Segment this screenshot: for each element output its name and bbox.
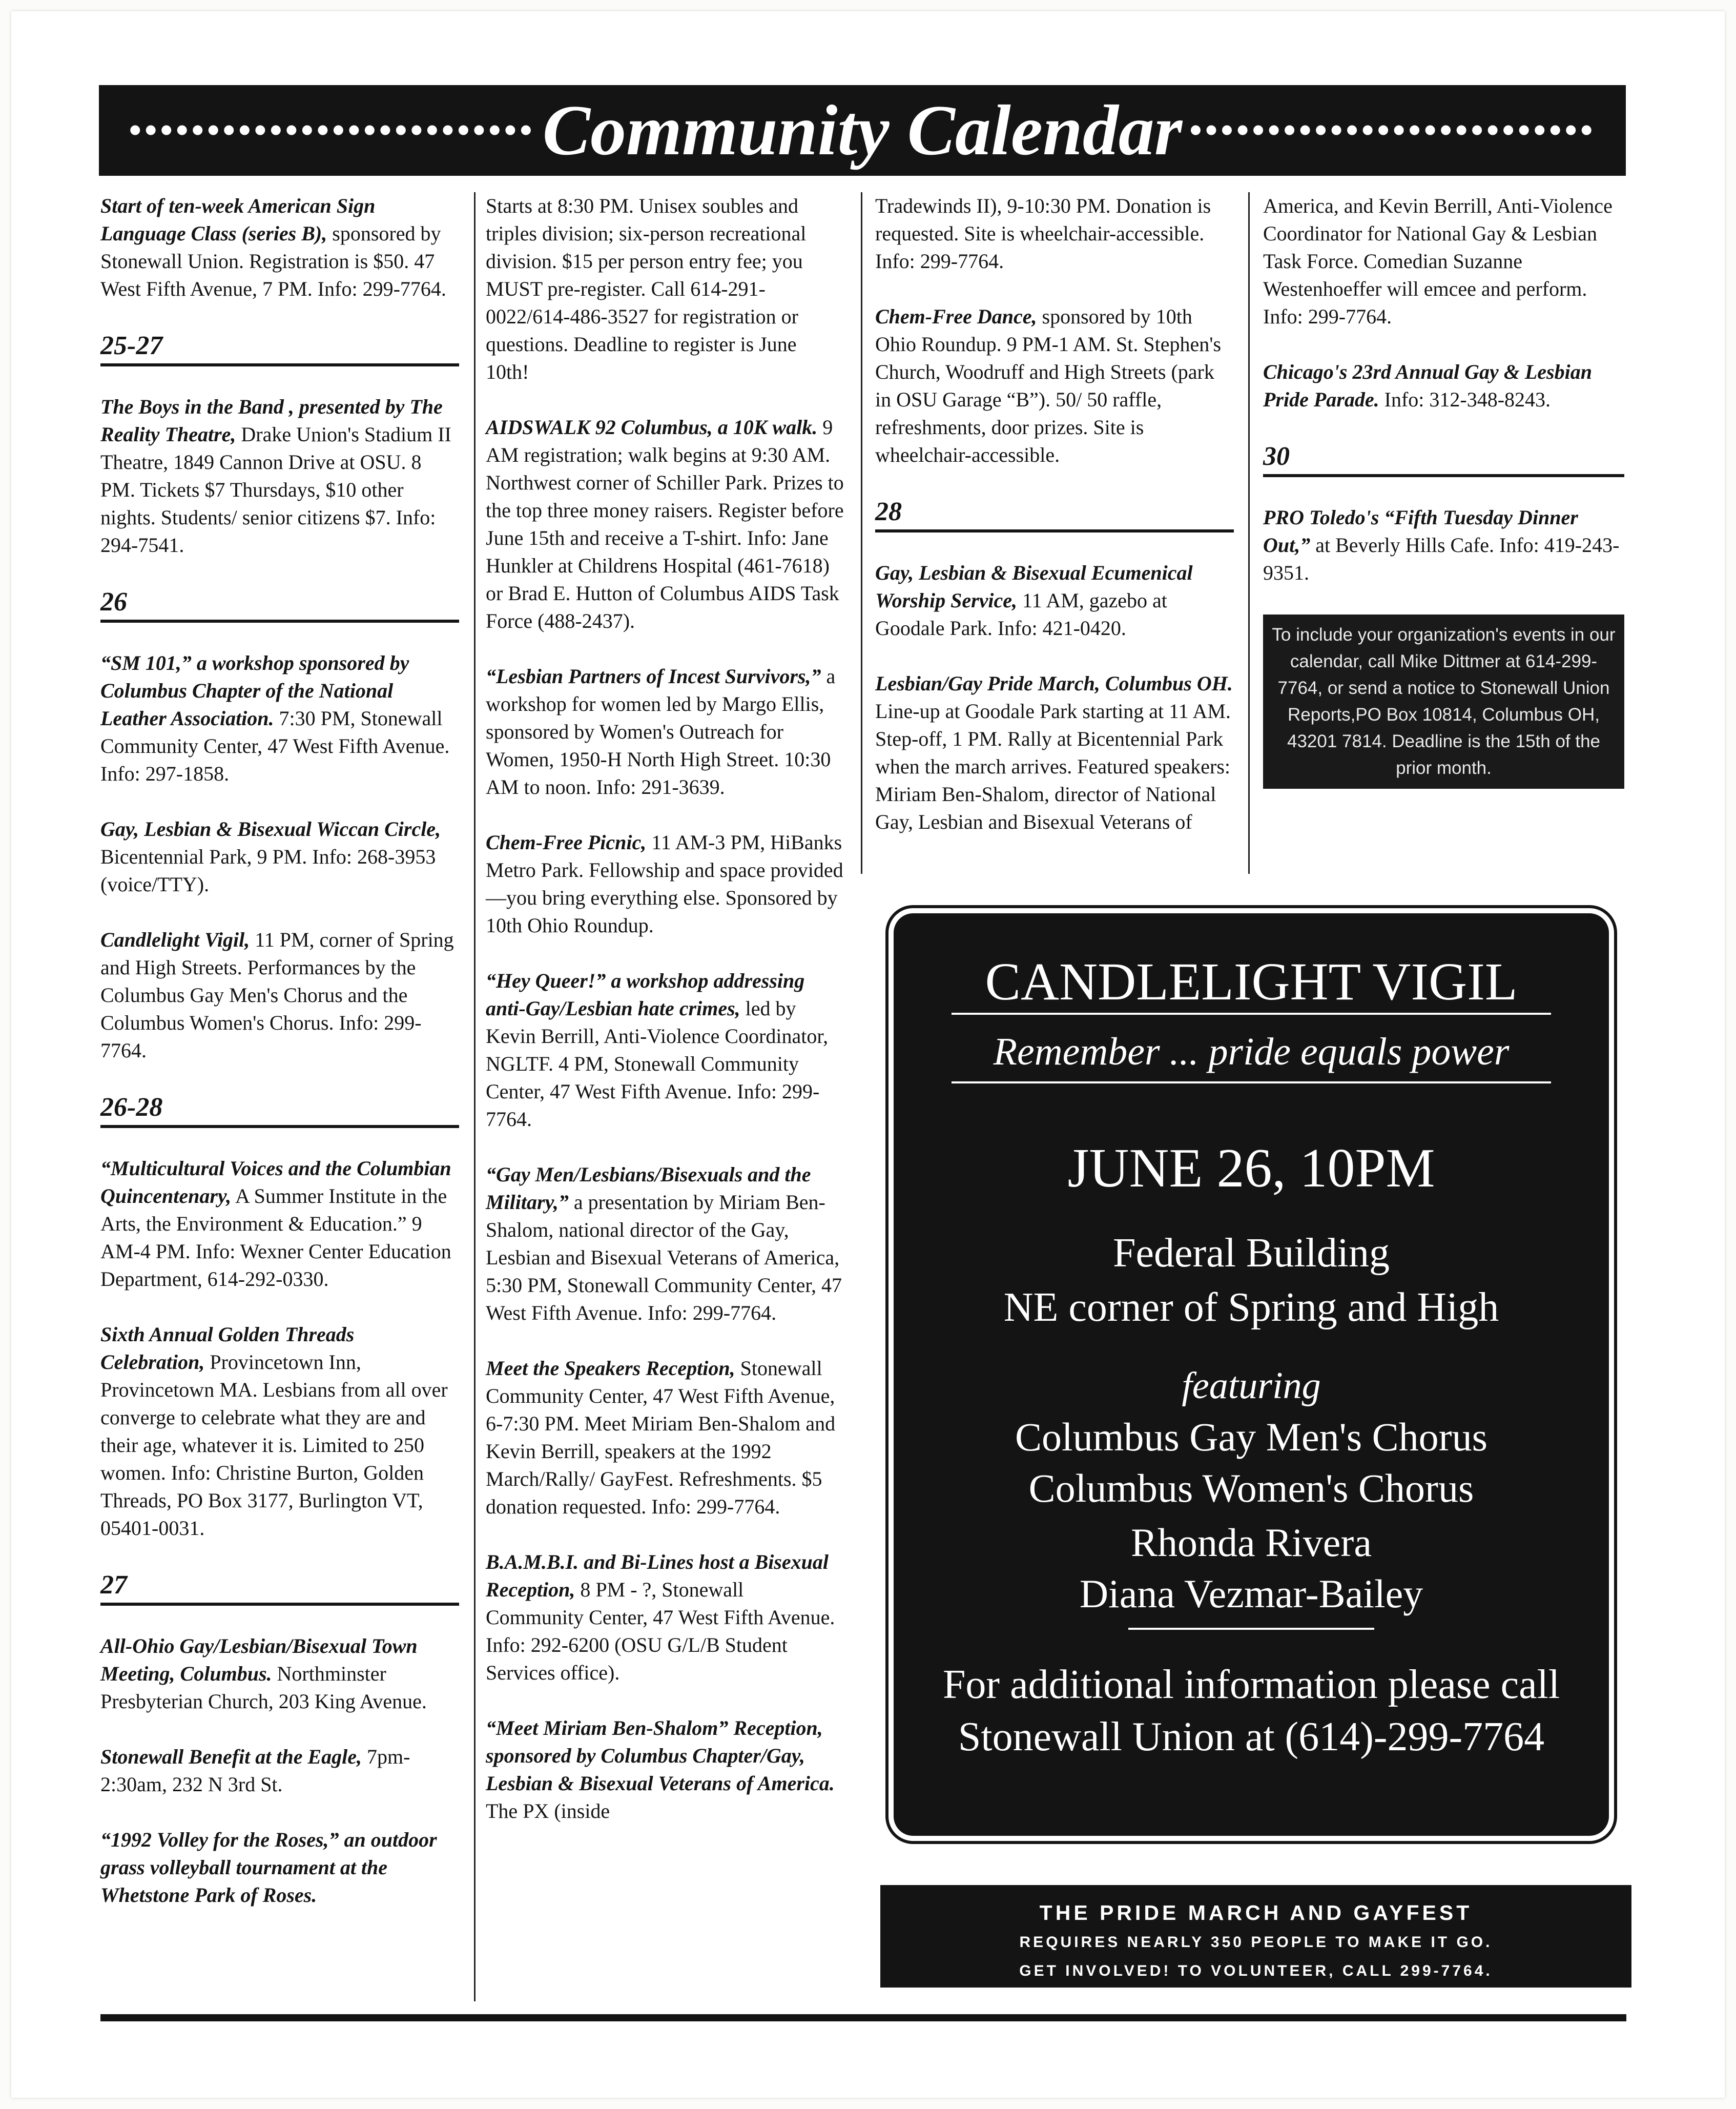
event-title: “Gay Men/Lesbians/Bisexuals and the Military,” [486, 1163, 811, 1214]
column-divider [474, 192, 476, 2001]
event-details: at Beverly Hills Cafe. Info: 419-243-9351. [1263, 534, 1620, 584]
event-details: 8 PM - ?, Stonewall Community Center, 47 West Fifth Avenue. Info: 292-6200 (OSU G/L/B Student Services office). [486, 1578, 835, 1684]
event-details: Bicentennial Park, 9 PM. Info: 268-3953 (voice/TTY). [100, 845, 436, 896]
date-heading: 26-28 [100, 1092, 459, 1128]
calendar-event [1263, 504, 1624, 587]
calendar-event [100, 1743, 459, 1798]
event-details: 11 AM-3 PM, HiBanks Metro Park. Fellowship and space provided—you bring everything else. Sponsored by 10th Ohio Roundup. [486, 831, 843, 937]
calendar-event [100, 1321, 459, 1542]
calendar-event [100, 1632, 459, 1715]
calendar-event [486, 1548, 844, 1687]
date-heading: 26 [100, 587, 459, 623]
event-title: Lesbian/Gay Pride March, Columbus OH. [875, 672, 1233, 695]
event-details: The PX (inside [486, 1799, 610, 1823]
calendar-event [875, 670, 1234, 836]
banner-dots-right: •••••••••••••••••••••••••• [1189, 112, 1596, 149]
event-title: “1992 Volley for the Roses,” an outdoor grass volleyball tournament at the Whetstone Park of Roses. [100, 1828, 437, 1907]
event-details: Tradewinds II), 9-10:30 PM. Donation is requested. Site is wheelchair-accessible. Info: 299-7764. [875, 194, 1211, 273]
event-title: Start of ten-week American Sign Language Class (series B), [100, 194, 376, 245]
vigil-subtitle: Remember ... pride equals power [993, 1030, 1510, 1073]
calendar-event [486, 967, 844, 1133]
vigil-place-line: Federal Building [1113, 1231, 1390, 1276]
event-details: a presentation by Miriam Ben-Shalom, national director of the Gay, Lesbian and Bisexual Veterans of America, 5:30 PM, Stonewall Community Center, 47 West Fifth Avenue. Info: 299-7764. [486, 1191, 842, 1324]
calendar-event [100, 1155, 459, 1293]
event-details: Stonewall Community Center, 47 West Fifth Avenue, 6-7:30 PM. Meet Miriam Ben-Shalom and Kevin Berrill, speakers at the 1992 March/Rally/ GayFest. Refreshments. $5 donation requested. Info: 299-7764. [486, 1357, 836, 1518]
event-title: Gay, Lesbian & Bisexual Wiccan Circle, [100, 817, 441, 841]
event-details: 11 PM, corner of Spring and High Streets. Performances by the Columbus Gay Men's Chorus and the Columbus Women's Chorus. Info: 299-7764. [100, 928, 454, 1062]
vigil-contact [894, 1658, 1609, 1763]
calendar-event [100, 1826, 459, 1909]
event-title: Chem-Free Dance, [875, 305, 1037, 328]
calendar-column-4 [1263, 192, 1624, 789]
event-title: “SM 101,” a workshop sponsored by Columbus Chapter of the National Leather Association. [100, 651, 409, 730]
event-details: led by Kevin Berrill, Anti-Violence Coordinator, NGLTF. 4 PM, Stonewall Community Center, 47 West Fifth Avenue. Info: 299-7764. [486, 997, 829, 1131]
calendar-event [100, 926, 459, 1064]
calendar-banner [99, 85, 1626, 176]
calendar-event [486, 1355, 844, 1521]
calendar-event [875, 192, 1234, 275]
event-details: Starts at 8:30 PM. Unisex soubles and triples division; six-person recreational division. $15 per person entry fee; you MUST pre-register. Call 614-291-0022/614-486-3527 for registration or questions. Deadline to register is June 10th! [486, 194, 807, 383]
event-details: Northminster Presbyterian Church, 203 King Avenue. [100, 1662, 427, 1713]
calendar-column-3 [875, 192, 1234, 864]
calendar-event [100, 649, 459, 788]
calendar-event [100, 192, 459, 303]
event-details: America, and Kevin Berrill, Anti-Violence Coordinator for National Gay & Lesbian Task Force. Comedian Suzanne Westenhoeffer will emcee and perform. Info: 299-7764. [1263, 194, 1613, 328]
vigil-place-line: NE corner of Spring and High [1003, 1285, 1499, 1330]
vigil-performer: Columbus Gay Men's Chorus [1015, 1415, 1487, 1459]
page-title: Community Calendar [542, 90, 1183, 170]
pride-march-volunteer-box [880, 1885, 1631, 1988]
column-divider [1248, 192, 1250, 874]
calendar-event [486, 1161, 844, 1327]
date-heading: 25-27 [100, 331, 459, 366]
calendar-event [486, 1714, 844, 1825]
event-details: Info: 312-348-8243. [1379, 388, 1551, 411]
event-title: Sixth Annual Golden Threads Celebration, [100, 1323, 355, 1374]
calendar-column-2 [486, 192, 844, 1853]
event-details: 11 AM, gazebo at Goodale Park. Info: 421-0420. [875, 589, 1167, 640]
vigil-contact-line: For additional information please call [942, 1662, 1560, 1707]
vigil-title: CANDLELIGHT VIGIL [985, 952, 1518, 1011]
calendar-event [486, 829, 844, 939]
calendar-event [1263, 192, 1624, 331]
calendar-event [1263, 358, 1624, 414]
calendar-event [875, 303, 1234, 469]
event-title: Candlelight Vigil, [100, 928, 250, 951]
event-title: Stonewall Benefit at the Eagle, [100, 1745, 362, 1768]
vigil-performer: Rhonda Rivera [1130, 1520, 1372, 1565]
vigil-performer: Columbus Women's Chorus [1028, 1466, 1474, 1510]
event-details: Provincetown Inn, Provincetown MA. Lesbians from all over converge to celebrate what they are and their age, whatever it is. Limited to 250 women. Info: Christine Burton, Golden Threads, PO Box 3177, Burlington VT, 05401-0031. [100, 1350, 448, 1540]
pride-line: REQUIRES NEARLY 350 PEOPLE TO MAKE IT GO. [1019, 1934, 1493, 1951]
event-title: “Multicultural Voices and the Columbian Quincentenary, [100, 1157, 451, 1207]
event-details: Drake Union's Stadium II Theatre, 1849 Cannon Drive at OSU. 8 PM. Tickets $7 Thursdays, $10 other nights. Students/ senior citizens $7. Info: 294-7541. [100, 423, 451, 557]
event-details: 7pm-2:30am, 232 N 3rd St. [100, 1745, 410, 1796]
event-title: Gay, Lesbian & Bisexual Ecumenical Worship Service, [875, 561, 1193, 612]
date-heading: 30 [1263, 441, 1624, 477]
event-details: sponsored by Stonewall Union. Registration is $50. 47 West Fifth Avenue, 7 PM. Info: 299-7764. [100, 222, 446, 300]
event-title: “Meet Miriam Ben-Shalom” Reception, sponsored by Columbus Chapter/Gay, Lesbian & Bisexual Veterans of America. [486, 1716, 835, 1795]
submission-notice: To include your organization's events in our calendar, call Mike Dittmer at 614-299-7764, or send a notice to Stonewall Union Reports,PO Box 10814, Columbus OH, 43201 7814. Deadline is the 15th of the prior month. [1263, 615, 1624, 789]
vigil-rule [952, 1013, 1551, 1015]
banner-dots-left: •••••••••••••••••••••••••• [129, 112, 535, 149]
calendar-event [100, 815, 459, 898]
calendar-column-1 [100, 192, 459, 1937]
calendar-event [486, 192, 844, 386]
event-title: Chicago's 23rd Annual Gay & Lesbian Pride Parade. [1263, 360, 1592, 411]
bottom-rule [100, 2014, 1626, 2021]
vigil-rule [952, 1081, 1551, 1083]
date-heading: 28 [875, 497, 1234, 533]
calendar-event [486, 663, 844, 801]
event-title: The Boys in the Band , presented by The Reality Theatre, [100, 395, 443, 446]
column-divider [861, 192, 862, 874]
event-title: AIDSWALK 92 Columbus, a 10K walk. [486, 416, 818, 439]
vigil-location [894, 1226, 1609, 1335]
event-details: sponsored by 10th Ohio Roundup. 9 PM-1 AM. St. Stephen's Church, Woodruff and High Streets (park in OSU Garage “B”). 50/ 50 raffle, refreshments, door prizes. Site is wheelchair-accessible. [875, 305, 1222, 466]
event-details: A Summer Institute in the Arts, the Environment & Education.” 9 AM-4 PM. Info: Wexner Center Education Department, 614-292-0330. [100, 1184, 451, 1291]
event-details: Line-up at Goodale Park starting at 11 AM. Step-off, 1 PM. Rally at Bicentennial Park when the march arrives. Featured speakers: Miriam Ben-Shalom, director of National Gay, Lesbian and Bisexual Veterans of [875, 700, 1231, 833]
calendar-event [875, 559, 1234, 642]
event-title: PRO Toledo's “Fifth Tuesday Dinner Out,” [1263, 506, 1578, 557]
event-details: 9 AM registration; walk begins at 9:30 AM. Northwest corner of Schiller Park. Prizes to the top three money raisers. Register before June 15th and receive a T-shirt. Info: Jane Hunkler at Childrens Hospital (461-7618) or Brad E. Hutton of Columbus AIDS Task Force (488-2437). [486, 416, 844, 632]
event-title: “Lesbian Partners of Incest Survivors,” [486, 665, 821, 688]
event-details: a workshop for women led by Margo Ellis, sponsored by Women's Outreach for Women, 1950-H North High Street. 10:30 AM to noon. Info: 291-3639. [486, 665, 836, 798]
event-details: 7:30 PM, Stonewall Community Center, 47 West Fifth Avenue. Info: 297-1858. [100, 707, 450, 785]
pride-headline: THE PRIDE MARCH AND GAYFEST [1039, 1901, 1473, 1924]
vigil-performer: Diana Vezmar-Bailey [1079, 1571, 1423, 1616]
date-heading: 27 [100, 1570, 459, 1606]
event-title: Chem-Free Picnic, [486, 831, 647, 854]
event-title: “Hey Queer!” a workshop addressing anti-Gay/Lesbian hate crimes, [486, 969, 805, 1020]
vigil-featuring-label: featuring [1182, 1365, 1321, 1407]
calendar-event [486, 414, 844, 635]
vigil-date-time: JUNE 26, 10PM [1067, 1138, 1435, 1199]
vigil-contact-line: Stonewall Union at (614)-299-7764 [958, 1714, 1545, 1759]
event-title: B.A.M.B.I. and Bi-Lines host a Bisexual Reception, [486, 1550, 829, 1601]
calendar-event [100, 393, 459, 559]
event-title: Meet the Speakers Reception, [486, 1357, 735, 1380]
candlelight-vigil-ad [894, 913, 1609, 1836]
pride-line: GET INVOLVED! TO VOLUNTEER, CALL 299-7764. [1019, 1962, 1493, 1979]
event-title: All-Ohio Gay/Lesbian/Bisexual Town Meeting, Columbus. [100, 1634, 418, 1685]
vigil-rule [1128, 1628, 1374, 1630]
